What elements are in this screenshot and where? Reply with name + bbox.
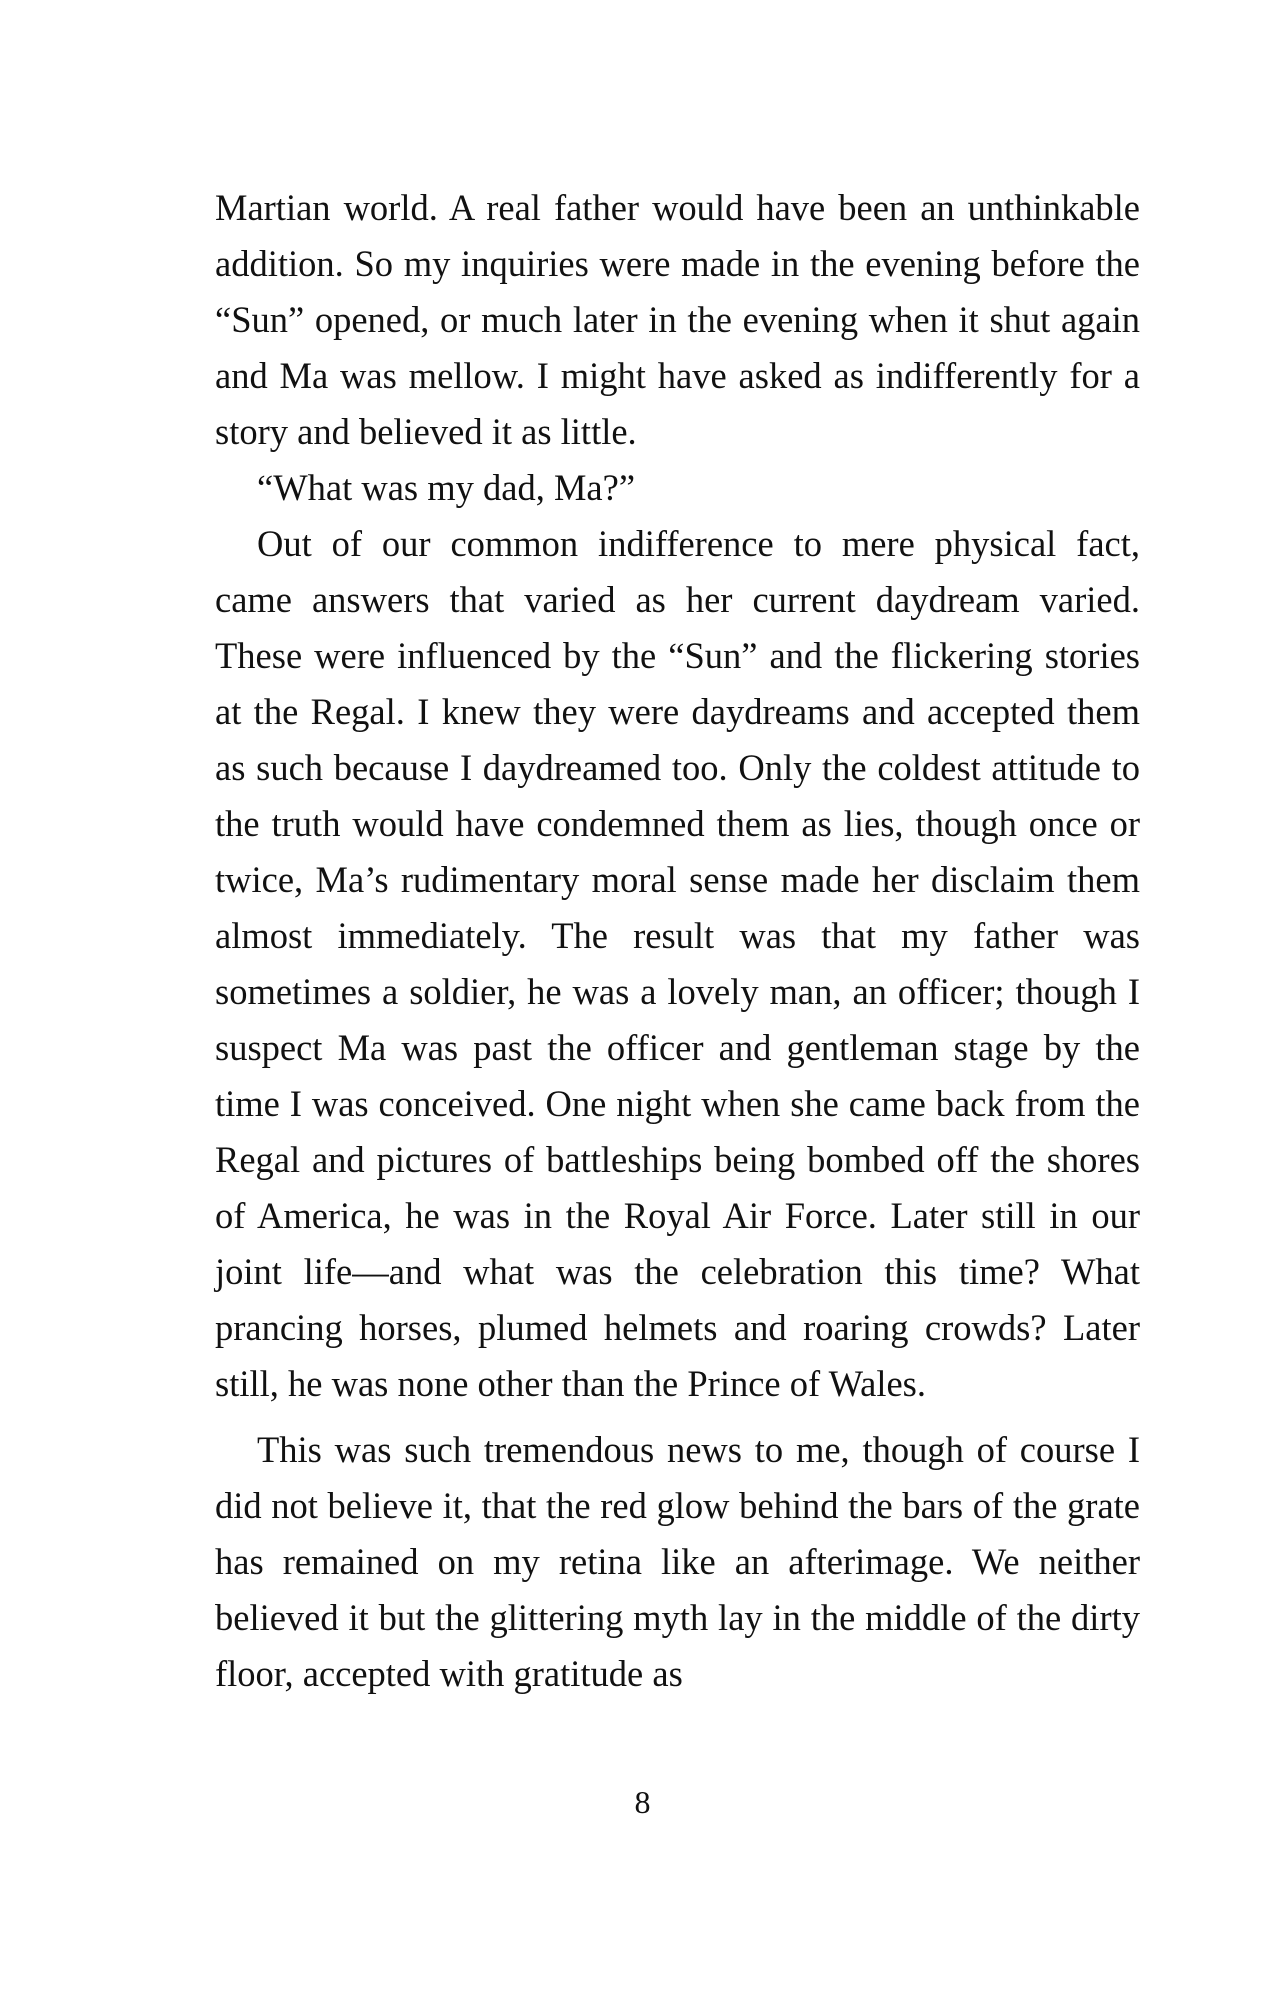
page-number: 8 bbox=[634, 1784, 651, 1820]
paragraph-3: Out of our common indifference to mere physical fact, came answers that varied as her current daydream varied. These were influenced by the “Sun” and the flickering stories at the Regal. I knew they were daydreams and accepted them as such because I daydreamed too. Only the coldest attitude to the truth would have condemned them as lies, though once or twice, Ma’s rudimentary moral sense made her disclaim them almost immediately. The result was that my father was sometimes a soldier, he was a lovely man, an officer; though I suspect Ma was past the officer and gentleman stage by the time I was conceived. One night when she came back from the Regal and pictures of battleships being bombed off the shores of America, he was in the Royal Air Force. Later still in our joint life—and what was the celebration this time? What prancing horses, plumed helmets and roaring crowds? Later still, he was none other than the Prince of Wales. bbox=[215, 523, 1140, 1404]
paragraph-1: Martian world. A real father would have been an unthinkable addition. So my inquiries were made in the evening before the “Sun” opened, or much later in the evening when it shut again and Ma was mellow. I might have asked as indifferently for a story and believed it as little. bbox=[215, 187, 1140, 452]
paragraph-4: This was such tremendous news to me, though of course I did not believe it, that the red glow behind the bars of the grate has remained on my retina like an afterimage. We neither believed it but the glittering myth lay in the middle of the dirty floor, accepted with gratitude as bbox=[215, 1429, 1140, 1694]
paragraph-2: “What was my dad, Ma?” bbox=[257, 467, 636, 508]
body-text bbox=[215, 180, 1140, 1702]
